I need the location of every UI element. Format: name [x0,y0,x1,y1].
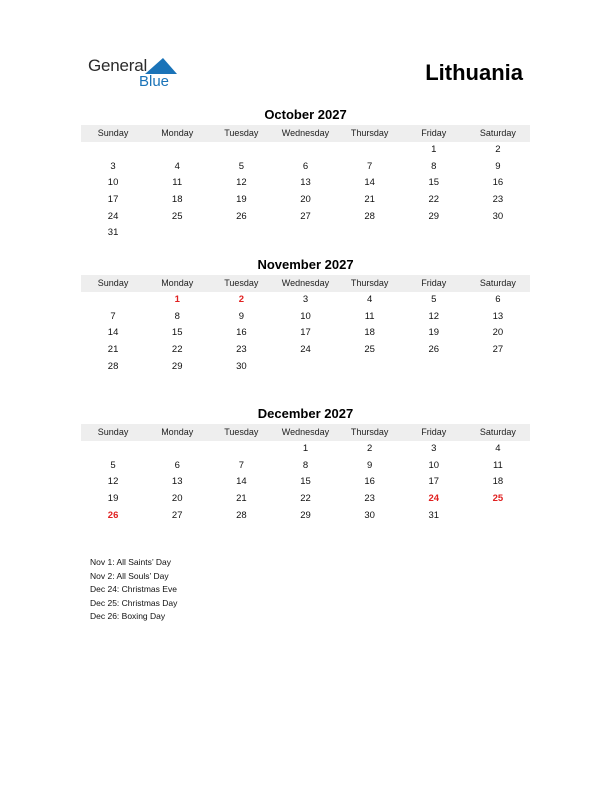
day-cell: 2 [366,443,373,454]
empty-cell [81,441,145,458]
day-cell: 15 [300,476,311,488]
week-row [81,209,530,226]
day-cell: 5 [238,160,244,172]
day-cell: 4 [174,160,180,172]
month-title: December 2027 [257,406,354,421]
weekday-label: Thursday [350,278,389,288]
day-cell: 22 [428,194,440,206]
week-row [81,175,530,192]
day-cell: 11 [364,310,375,322]
day-cell: 9 [366,459,373,471]
day-cell: 6 [302,160,309,172]
month-november [81,256,530,375]
weekday-label: Friday [421,278,447,288]
brand-logo [88,56,188,92]
day-cell: 16 [236,327,247,339]
empty-cell [273,225,337,242]
week-row [81,491,530,508]
day-cell: 11 [172,177,183,189]
day-cell: 9 [495,160,501,172]
weekday-label: Sunday [97,427,129,437]
weekday-label: Wednesday [281,128,330,138]
day-cell: 31 [107,227,119,239]
day-cell: 13 [171,476,183,488]
week-row [81,508,530,525]
empty-cell [466,508,530,525]
empty-cell [273,142,337,159]
week-row [81,458,530,475]
day-cell: 29 [428,210,440,222]
week-row [81,474,530,491]
day-cell: 29 [171,360,183,372]
empty-cell [273,359,337,376]
weekday-header [81,424,530,441]
day-cell: 6 [174,459,180,471]
day-cell: 28 [364,210,375,222]
day-cell: 25 [364,344,375,356]
day-cell: 12 [107,476,119,488]
day-cell: 28 [107,360,119,372]
empty-cell [145,225,209,242]
weekday-label: Saturday [479,278,516,288]
weekday-label: Saturday [479,427,516,437]
day-cell: 27 [492,344,504,356]
weekday-label: Monday [161,278,194,288]
holiday-day-cell: 24 [428,493,440,505]
empty-cell [81,292,145,309]
day-cell: 12 [428,310,440,322]
day-cell: 4 [495,443,501,454]
flag-icon [145,58,177,74]
day-cell: 24 [107,210,119,222]
day-cell: 19 [236,194,247,206]
weekday-label: Monday [161,128,194,138]
week-row [81,359,530,376]
day-cell: 13 [492,310,504,322]
month-december [81,405,530,524]
empty-cell [145,441,209,458]
day-cell: 26 [236,210,247,222]
day-cell: 23 [236,344,247,356]
day-cell: 16 [492,177,504,189]
empty-cell [209,441,273,458]
empty-cell [145,142,209,159]
month-october [81,106,530,242]
week-row [81,342,530,359]
empty-cell [338,359,402,376]
day-cell: 21 [236,493,247,505]
weekday-label: Tuesday [224,128,259,138]
day-cell: 8 [302,459,309,471]
day-cell: 29 [300,509,311,521]
brand-general-text: General [88,56,148,75]
day-cell: 11 [492,459,503,471]
empty-cell [466,225,530,242]
day-cell: 20 [171,493,183,505]
day-cell: 23 [364,493,375,505]
holiday-note: Dec 26: Boxing Day [90,611,166,622]
day-cell: 14 [107,327,119,339]
empty-cell [466,359,530,376]
weekday-header [81,125,530,142]
day-cell: 18 [171,194,183,206]
week-row [81,192,530,209]
day-cell: 31 [428,509,440,521]
day-cell: 3 [302,294,309,305]
day-cell: 8 [174,310,180,322]
day-cell: 21 [364,194,375,206]
empty-cell [338,225,402,242]
day-cell: 7 [110,310,116,322]
weekday-label: Sunday [97,128,129,138]
holiday-note: Dec 24: Christmas Eve [90,584,177,595]
week-row [81,441,530,458]
weekday-label: Friday [421,128,447,138]
holiday-note: Nov 2: All Souls’ Day [90,570,169,581]
week-row [81,309,530,326]
day-cell: 10 [300,310,311,322]
brand-blue-text: Blue [139,73,170,90]
day-cell: 25 [171,210,183,222]
empty-cell [81,142,145,159]
holiday-notes [90,556,177,624]
day-cell: 1 [302,443,309,454]
day-cell: 12 [236,177,247,189]
empty-cell [209,225,273,242]
day-cell: 23 [492,194,504,206]
day-cell: 21 [107,344,119,356]
weekday-label: Wednesday [281,278,330,288]
day-cell: 26 [428,344,440,356]
day-cell: 15 [428,177,440,189]
weekday-label: Thursday [350,128,389,138]
holiday-day-cell: 2 [238,294,244,305]
day-cell: 30 [236,360,247,372]
holiday-note: Dec 25: Christmas Day [90,597,178,608]
weekday-label: Wednesday [281,427,330,437]
weekday-label: Thursday [350,427,389,437]
day-cell: 7 [366,160,373,172]
country-title: Lithuania [425,60,523,85]
week-row [81,292,530,309]
day-cell: 15 [171,327,183,339]
day-cell: 5 [110,459,116,471]
day-cell: 20 [492,327,504,339]
weekday-label: Tuesday [224,427,259,437]
month-title: October 2027 [264,107,347,122]
day-cell: 30 [364,509,375,521]
day-cell: 27 [171,509,183,521]
day-cell: 22 [300,493,311,505]
day-cell: 19 [107,493,119,505]
holiday-day-cell: 26 [107,509,119,521]
day-cell: 14 [236,476,247,488]
day-cell: 20 [300,194,311,206]
holiday-note: Nov 1: All Saints’ Day [90,557,171,567]
weekday-label: Sunday [97,278,129,288]
week-row [81,142,530,159]
day-cell: 8 [431,160,437,172]
empty-cell [402,225,466,242]
day-cell: 5 [431,294,437,305]
day-cell: 14 [364,177,375,189]
day-cell: 7 [238,459,244,471]
empty-cell [338,142,402,159]
day-cell: 10 [107,177,119,189]
day-cell: 30 [492,210,504,222]
weekday-header [81,275,530,292]
month-title: November 2027 [257,257,354,272]
holiday-day-cell: 1 [174,294,180,305]
weekday-label: Saturday [479,128,516,138]
day-cell: 18 [364,327,375,339]
weekday-label: Monday [161,427,194,437]
day-cell: 10 [428,459,440,471]
day-cell: 18 [492,476,504,488]
day-cell: 17 [107,194,119,206]
empty-cell [209,142,273,159]
week-row [81,159,530,176]
day-cell: 1 [431,144,437,155]
day-cell: 9 [238,310,244,322]
weekday-label: Tuesday [224,278,259,288]
week-row [81,325,530,342]
day-cell: 13 [300,177,311,189]
day-cell: 6 [495,294,501,305]
empty-cell [402,359,466,376]
day-cell: 16 [364,476,375,488]
holiday-day-cell: 25 [492,493,504,505]
day-cell: 3 [110,160,116,172]
day-cell: 17 [428,476,440,488]
day-cell: 22 [171,344,183,356]
day-cell: 3 [431,443,437,454]
day-cell: 4 [366,294,373,305]
day-cell: 19 [428,327,440,339]
weekday-label: Friday [421,427,447,437]
day-cell: 17 [300,327,311,339]
week-row [81,225,530,242]
day-cell: 24 [300,344,311,356]
day-cell: 2 [495,144,501,155]
day-cell: 27 [300,210,311,222]
day-cell: 28 [236,509,247,521]
